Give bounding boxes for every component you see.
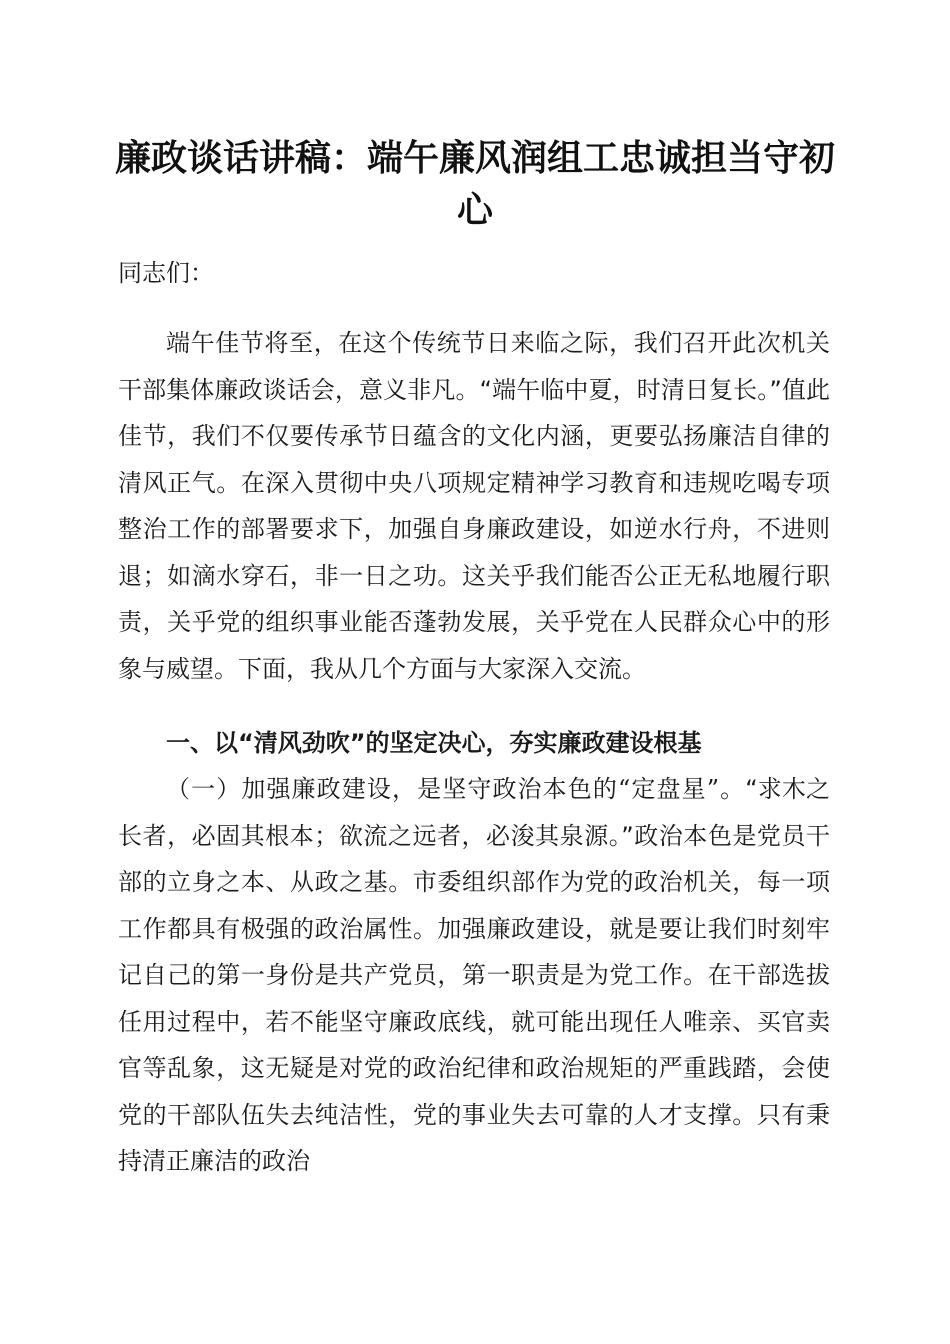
document-title: 廉政谈话讲稿：端午廉风润组工忠诚担当守初心 [114, 137, 835, 231]
subsection-1-body: “求木之长者，必固其根本；欲流之远者，必浚其泉源。”政治本色是党员干部的立身之本、从政之基。市委组织部作为党的政治机关，每一项工作都具有极强的政治属性。加强廉政建设，就是要让我们时刻牢记自己的第一身份是共产党员，第一职责是为党工作。在干部选拔任用过程中，若不能坚守廉政底线，就可能出现任人唯亲、买官卖官等乱象，这无疑是对党的政治纪律和政治规矩的严重践踏，会使党的干部队伍失去纯洁性，党的事业失去可靠的人才支撑。只有秉持清正廉洁的政治 [118, 775, 830, 1175]
subsection-1-heading: （一）加强廉政建设，是坚守政治本色的“定盘星”。 [166, 775, 746, 803]
section-1-heading: 一、以“清风劲吹”的坚定决心，夯实廉政建设根基 [166, 729, 702, 757]
salutation: 同志们： [118, 259, 214, 287]
subsection-1-paragraph [118, 766, 830, 1185]
opening-paragraph: 端午佳节将至，在这个传统节日来临之际，我们召开此次机关干部集体廉政谈话会，意义非凡。“端午临中夏，时清日复长。”值此佳节，我们不仅要传承节日蕴含的文化内涵，更要弘扬廉洁自律的清风正气。在深入贯彻中央八项规定精神学习教育和违规吃喝专项整治工作的部署要求下，加强自身廉政建设，如逆水行舟，不进则退；如滴水穿石，非一日之功。这关乎我们能否公正无私地履行职责，关乎党的组织事业能否蓬勃发展，关乎党在人民群众心中的形象与威望。下面，我从几个方面与大家深入交流。 [118, 329, 830, 683]
